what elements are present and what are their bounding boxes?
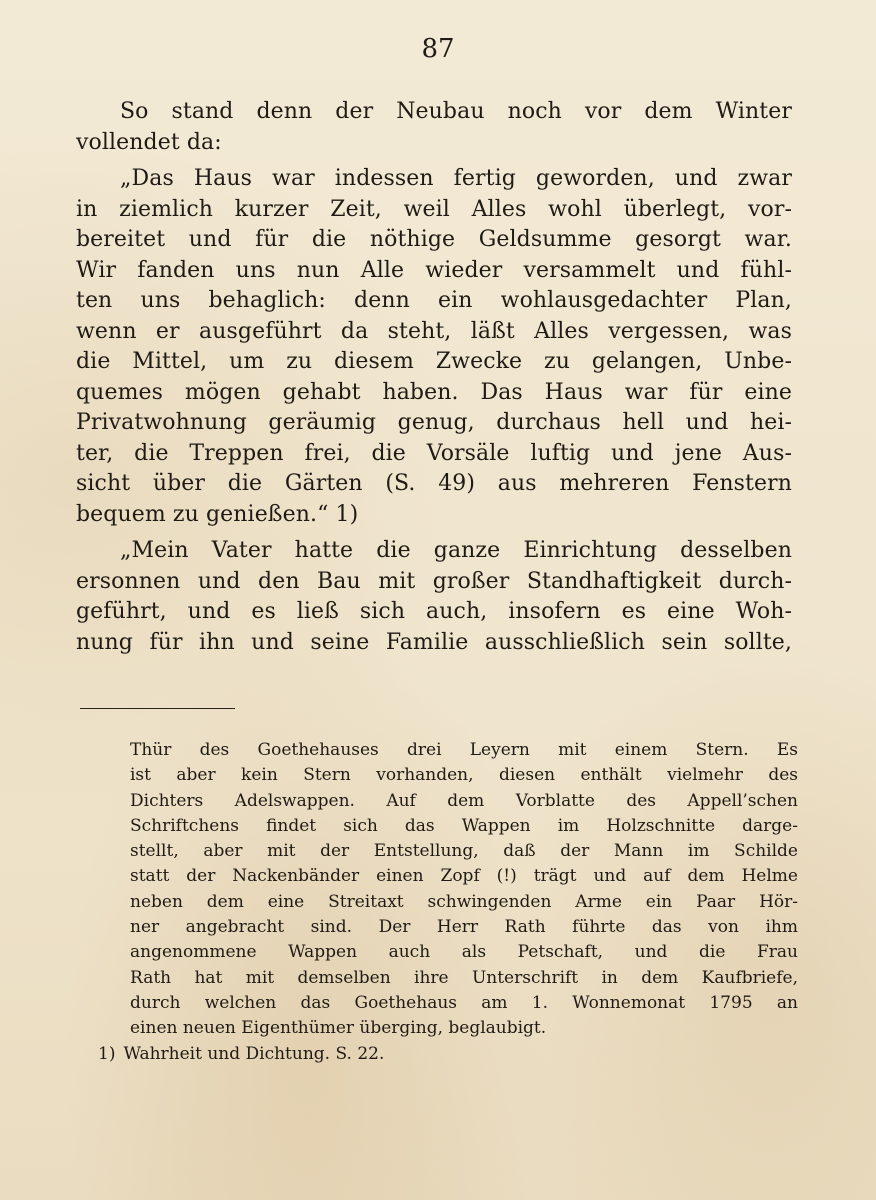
body-line: wenn er ausgeführt da steht, läßt Alles vergessen, was bbox=[76, 318, 792, 344]
footnote-line: durch welchen das Goethehaus am 1. Wonnemonat 1795 an bbox=[130, 992, 798, 1013]
body-line: bequem zu genießen.“ 1) bbox=[76, 501, 359, 527]
footnote-line: Dichters Adelswappen. Auf dem Vorblatte des Appell’schen bbox=[130, 790, 798, 811]
body-line: ter, die Treppen frei, die Vorsäle luftig und jene Aus- bbox=[76, 440, 792, 466]
footnote-line: stellt, aber mit der Entstellung, daß der Mann im Schilde bbox=[130, 841, 798, 862]
footnote-line: ner angebracht sind. Der Herr Rath führte das von ihm bbox=[130, 917, 798, 938]
footnote-line: statt der Nackenbänder einen Zopf (!) trägt und auf dem Helme bbox=[130, 866, 798, 887]
body-line: nung für ihn und seine Familie ausschließlich sein sollte, bbox=[76, 629, 792, 655]
footnote-line: einen neuen Eigenthümer überging, beglaubigt. bbox=[130, 1018, 547, 1039]
body-line: vollendet da: bbox=[76, 129, 222, 155]
footnote-line: Rath hat mit demselben ihre Unterschrift in dem Kaufbriefe, bbox=[130, 967, 798, 988]
footnote-line: Schriftchens findet sich das Wappen im Holzschnitte darge- bbox=[130, 815, 798, 836]
body-line: bereitet und für die nöthige Geldsumme gesorgt war. bbox=[76, 227, 792, 252]
body-line: sicht über die Gärten (S. 49) aus mehreren Fenstern bbox=[76, 471, 792, 496]
footnote-divider bbox=[80, 708, 235, 709]
footnote-1 bbox=[98, 1042, 384, 1067]
body-line: „Mein Vater hatte die ganze Einrichtung desselben bbox=[120, 538, 792, 563]
body-line: Wir fanden uns nun Alle wieder versammelt und fühl- bbox=[76, 257, 792, 283]
footnote-line: Thür des Goethehauses drei Leyern mit einem Stern. Es bbox=[130, 740, 798, 760]
body-line: ersonnen und den Bau mit großer Standhaftigkeit durch- bbox=[76, 568, 792, 594]
body-line: Privatwohnung geräumig genug, durchaus hell und hei- bbox=[76, 410, 792, 435]
footnote-text: Wahrheit und Dichtung. S. 22. bbox=[123, 1044, 385, 1064]
footnote-line: neben dem eine Streitaxt schwingenden Arme ein Paar Hör- bbox=[130, 891, 798, 912]
body-line: die Mittel, um zu diesem Zwecke zu gelangen, Unbe- bbox=[76, 349, 792, 374]
footnote-marker: 1) bbox=[98, 1044, 116, 1064]
body-line: „Das Haus war indessen fertig geworden, und zwar bbox=[120, 166, 792, 191]
body-line: in ziemlich kurzer Zeit, weil Alles wohl überlegt, vor- bbox=[76, 196, 792, 222]
body-line: quemes mögen gehabt haben. Das Haus war für eine bbox=[76, 379, 792, 405]
body-line: geführt, und es ließ sich auch, insofern es eine Woh- bbox=[76, 599, 792, 624]
footnote-continuation bbox=[130, 738, 798, 1042]
body-line: ten uns behaglich: denn ein wohlausgedachter Plan, bbox=[76, 288, 792, 313]
footnote-line: angenommene Wappen auch als Petschaft, und die Frau bbox=[130, 942, 798, 963]
footnote-line: ist aber kein Stern vorhanden, diesen enthält vielmehr des bbox=[130, 765, 798, 786]
page-number: 87 bbox=[421, 34, 455, 64]
main-body-text bbox=[76, 97, 792, 658]
body-line: So stand denn der Neubau noch vor dem Winter bbox=[120, 99, 792, 124]
